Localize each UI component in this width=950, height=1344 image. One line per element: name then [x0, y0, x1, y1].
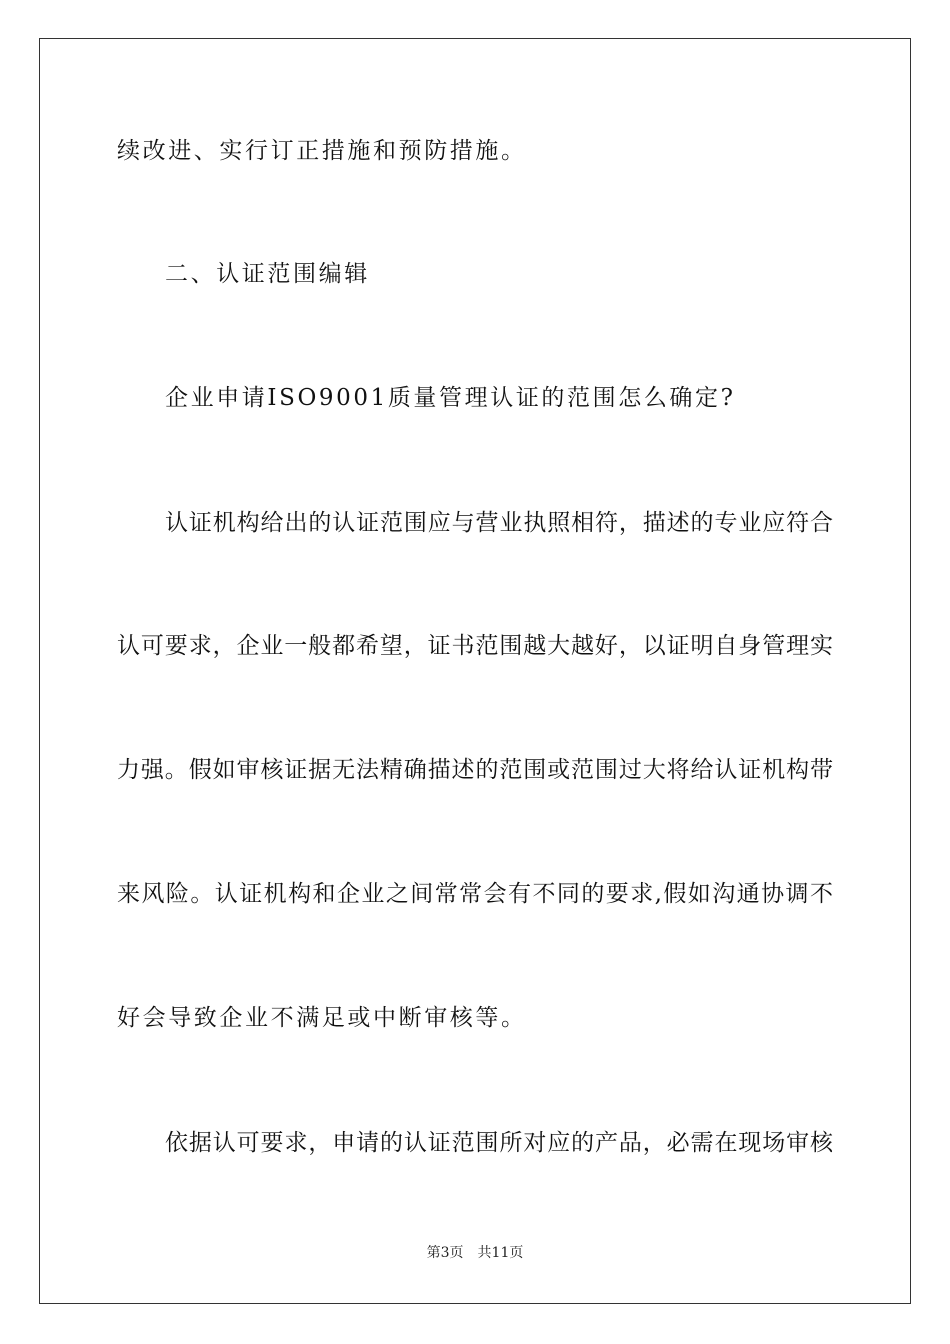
- text-line-para-4: 来风险。认证机构和企业之间常常会有不同的要求,假如沟通协调不: [117, 881, 833, 907]
- text-line-para-6: 依据认可要求，申请的认证范围所对应的产品，必需在现场审核: [165, 1130, 833, 1156]
- page-number-total: 共11页: [477, 1245, 524, 1261]
- page-footer: [0, 1244, 950, 1262]
- text-line-para-1: 认证机构给出的认证范围应与营业执照相符，描述的专业应符合: [165, 510, 833, 536]
- section-heading: 二、认证范围编辑: [165, 261, 370, 287]
- text-line-para-2: 认可要求，企业一般都希望，证书范围越大越好，以证明自身管理实: [117, 633, 833, 659]
- page-number-current: 第3页: [426, 1245, 464, 1261]
- text-line-question: 企业申请ISO9001质量管理认证的范围怎么确定?: [165, 385, 736, 411]
- text-line-1: 续改进、实行订正措施和预防措施。: [117, 138, 527, 164]
- text-line-para-3: 力强。假如审核证据无法精确描述的范围或范围过大将给认证机构带: [117, 757, 833, 783]
- page-border: [39, 38, 911, 1304]
- text-line-para-5: 好会导致企业不满足或中断审核等。: [117, 1005, 527, 1031]
